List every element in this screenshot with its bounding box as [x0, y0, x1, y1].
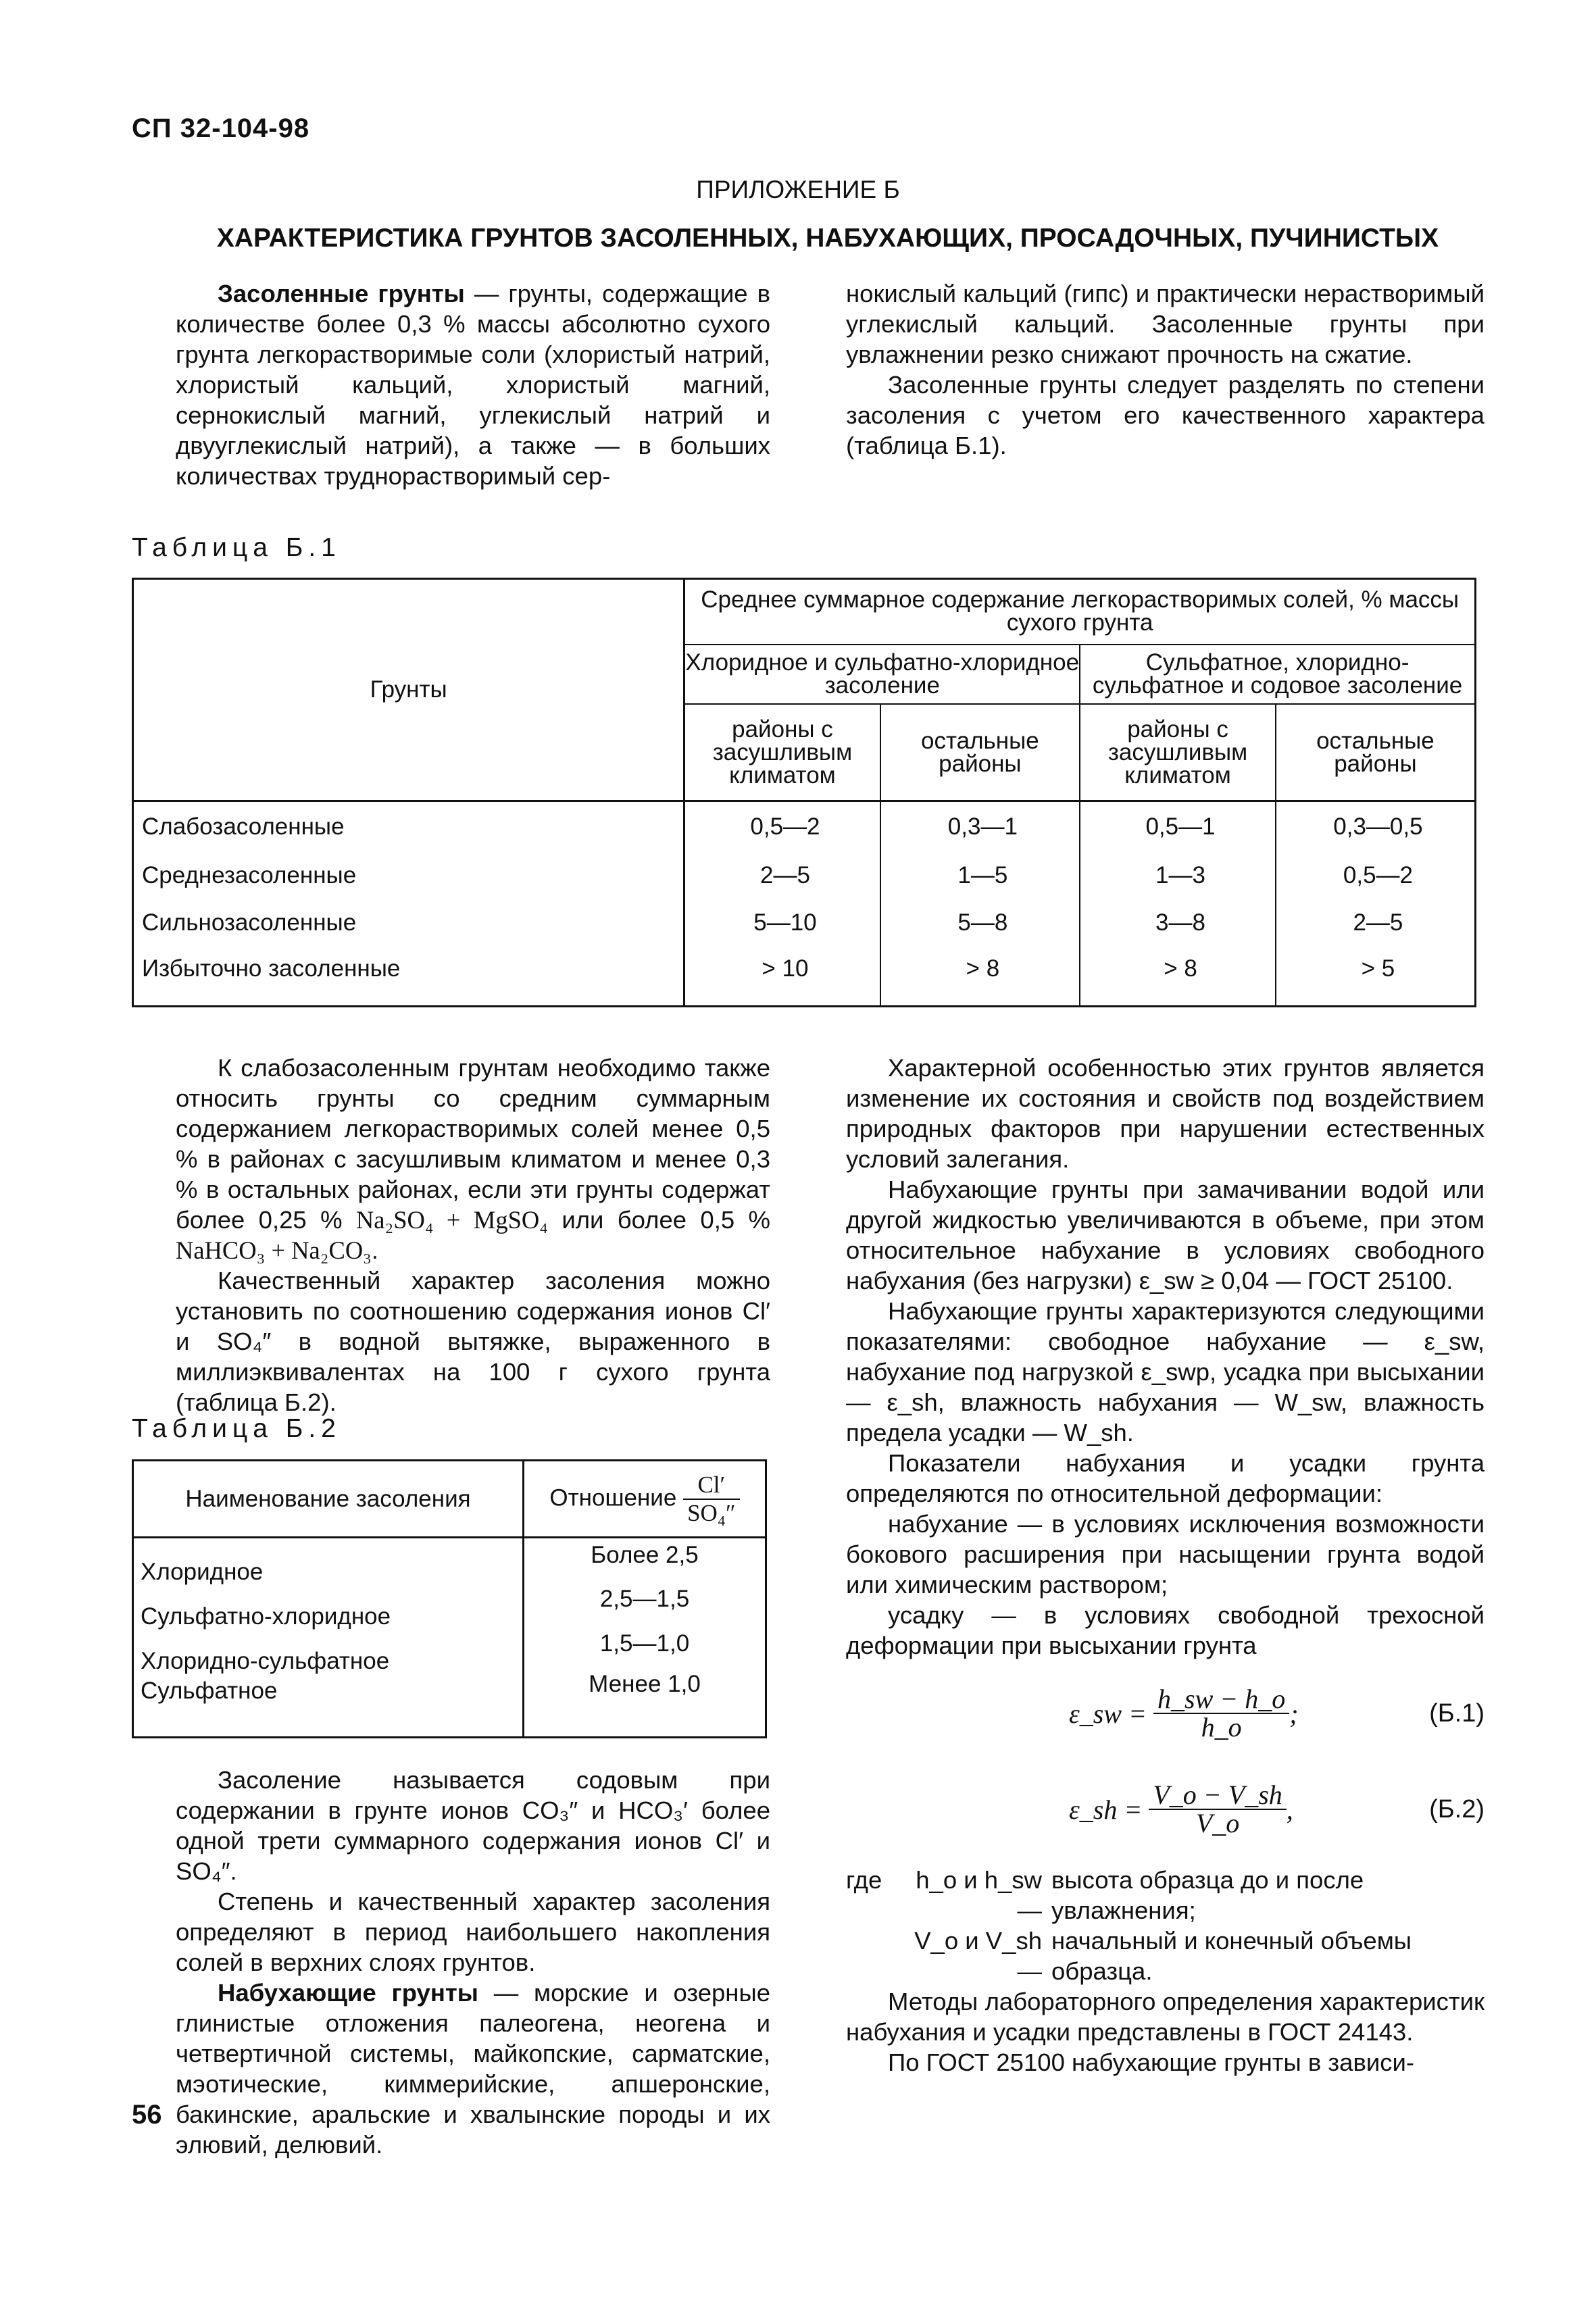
table-row — [133, 1584, 766, 1628]
cell-value: 1—5 — [880, 853, 1080, 900]
table-row — [133, 899, 1476, 947]
table1-group-chloride: Хлоридное и сульфатно-хлоридное засоление — [684, 645, 1080, 705]
right-p5: набухание — в условиях исключения возможности бокового расширения при насыщении грунта водой или химическим раствором; — [846, 1510, 1485, 1599]
cell-value: 0,3—1 — [880, 801, 1080, 853]
table1-caption: Таблица Б.1 — [132, 533, 341, 562]
cell-value: > 5 — [1361, 955, 1395, 982]
formula-b2-fraction — [1149, 1782, 1286, 1837]
right-p7: Методы лабораторного определения характеристик набухания и усадки представлены в ГОСТ 24143. — [846, 1988, 1485, 2046]
right-p1: Характерной особенностью этих грунтов является изменение их состояния и свойств под воздействием природных факторов при нарушении естественных условий залегания. — [846, 1054, 1485, 1173]
table1-group-sulfate: Сульфатное, хлоридно-сульфатное и содовое засоление — [1080, 645, 1475, 705]
left-p4: Степень и качественный характер засоления определяют в период наибольшего накопления солей в верхних слоях грунтов. — [176, 1888, 770, 1976]
right-p2: Набухающие грунты при замачивании водой или другой жидкостью увеличиваются в объеме, при этом относительное набухание в условиях свободного набухания (без нагрузки) ε_sw ≥ 0,04 — ГОСТ 25100. — [846, 1176, 1485, 1294]
table-row — [133, 1673, 766, 1738]
term-saline-soils: Засоленные грунты — [218, 280, 465, 307]
left-p5-text: — морские и озерные глинистые отложения палеогена, неогена и четвертичной системы, майкопские, сарматские, мэотические, киммерийские, апшеронские, бакинские, аральские и хвалынские породы и их элювий, делювий. — [176, 1979, 770, 2159]
right-p4: Показатели набухания и усадки грунта определяются по относительной деформации: — [846, 1449, 1485, 1507]
table-row — [133, 853, 1476, 900]
formula-b1-lhs: ε_sw = — [1069, 1698, 1147, 1729]
cell-value: > 8 — [880, 947, 1080, 1007]
ratio-label: Отношение — [549, 1484, 677, 1511]
appendix-label: ПРИЛОЖЕНИЕ Б — [696, 176, 900, 203]
left-p2: Качественный характер засоления можно установить по соотношению содержания ионов Cl′ и SO₄″ в водной вытяжке, выраженного в миллиэквивалентах на 100 г сухого грунта (таблица Б.2). — [176, 1267, 770, 1416]
ratio-numerator: Cl′ — [683, 1472, 740, 1500]
row-name: Избыточно засоленные — [133, 947, 684, 1007]
formula-b1-number: (Б.1) — [1429, 1699, 1485, 1728]
formula-b2-denominator: V_o — [1195, 1808, 1240, 1838]
left-p1: К слабозасоленным грунтам необходимо также относить грунты со средним суммарным содержанием легкорастворимых солей менее 0,5 % в районах с засушливым климатом и менее 0,3 % в остальных районах, если эти грунты содержат более 0,25 % Na₂SO₄ + MgSO₄ или более 0,5 % NaHCO₃ + Na₂CO₃. — [176, 1054, 770, 1264]
cell-value: > 8 — [1080, 947, 1276, 1007]
table-row — [133, 1628, 766, 1673]
cell-value: 0,5—2 — [684, 801, 880, 853]
formula-b1-denominator: h_o — [1201, 1712, 1242, 1742]
row-name: Хлоридно-сульфатное — [133, 1628, 524, 1673]
left-p5 — [176, 1978, 770, 2160]
row-name: Среднезасоленные — [133, 853, 684, 900]
cell-value: 1—3 — [1080, 853, 1276, 900]
formula-b2 — [846, 1766, 1485, 1853]
table1-sub-other-1: остальные районы — [880, 704, 1080, 801]
cell-value: > 10 — [684, 947, 880, 1007]
formula-b1-tail: ; — [1289, 1698, 1299, 1729]
left-p1-mid: или более 0,5 % — [547, 1206, 770, 1234]
table2-col-name: Наименование засоления — [133, 1461, 524, 1538]
row-name: Сильнозасоленные — [133, 899, 684, 947]
formula-nahco3-na2co3: NaHCO₃ + Na₂CO₃ — [176, 1236, 372, 1264]
cell-value: Более 2,5 — [591, 1542, 699, 1568]
cell-value: 0,5—2 — [1343, 862, 1413, 889]
cell-value: 0,5—1 — [1080, 801, 1276, 853]
running-header: СП 32-104-98 — [132, 114, 310, 143]
intro-left-paragraph — [176, 278, 770, 491]
table-row — [133, 1538, 766, 1584]
page-number: 56 — [132, 2100, 162, 2130]
cell-value: 2,5—1,5 — [599, 1585, 690, 1612]
intro-right-p1: нокислый кальций (гипс) и практически нерастворимый углекислый кальций. Засоленные грунты при увлажнении резко снижают прочность на сжатие. — [846, 280, 1485, 368]
cell-value: 3—8 — [1080, 899, 1276, 947]
right-p6: усадку — в условиях свободной трехосной деформации при высыхании грунта — [846, 1601, 1485, 1659]
definition-v-symbols: V_o и V_sh — — [914, 1927, 1042, 1985]
cell-value: 1,5—1,0 — [599, 1630, 690, 1657]
formula-b1 — [846, 1670, 1485, 1757]
intro-right-p2: Засоленные грунты следует разделять по степени засоления с учетом его качественного характера (таблица Б.1). — [846, 371, 1485, 459]
row-name: Сульфатное — [133, 1673, 524, 1738]
ratio-fraction — [683, 1472, 740, 1527]
main-title: ХАРАКТЕРИСТИКА ГРУНТОВ ЗАСОЛЕННЫХ, НАБУХАЮЩИХ, ПРОСАДОЧНЫХ, ПУЧИНИСТЫХ — [216, 224, 1439, 253]
definition-h — [846, 1865, 1485, 1926]
definition-h-symbols: h_o и h_sw — — [916, 1866, 1042, 1924]
table2-caption: Таблица Б.2 — [132, 1414, 341, 1443]
table1-soil-header: Грунты — [133, 579, 684, 801]
intro-left-text: — грунты, содержащие в количестве более 0,3 % массы абсолютно сухого грунта легкорастворимые соли (хлористый натрий, хлористый кальций, хлористый магний, сернокислый магний, углекислый натрий и двууглекислый натрий), а также — в больших количествах труднорастворимый сер- — [176, 280, 770, 490]
table1-sub-arid-1: районы с засушливым климатом — [684, 704, 880, 801]
formula-b2-number: (Б.2) — [1429, 1795, 1485, 1823]
table2-col-ratio — [524, 1461, 766, 1538]
table1-sub-arid-2: районы с засушливым климатом — [1080, 704, 1276, 801]
row-name: Слабозасоленные — [133, 801, 684, 853]
definition-v — [846, 1926, 1485, 1986]
formula-b2-numerator: V_o − V_sh — [1149, 1782, 1286, 1810]
definition-h-text: высота образца до и после увлажнения; — [1051, 1866, 1364, 1924]
table-row — [133, 947, 1476, 1007]
formula-na2so4-mgso4: Na₂SO₄ + MgSO₄ — [355, 1206, 548, 1234]
table-row — [133, 801, 1476, 853]
table1-top-header: Среднее суммарное содержание легкорастворимых солей, % массы сухого грунта — [684, 579, 1476, 645]
left-column-lower — [176, 1765, 770, 2160]
formula-b2-tail: , — [1286, 1794, 1293, 1825]
cell-value: 0,3—0,5 — [1333, 813, 1423, 840]
formula-b1-fraction — [1153, 1686, 1289, 1741]
left-p1-text: К слабозасоленным грунтам необходимо также относить грунты со средним суммарным содержанием легкорастворимых солей менее 0,5 % в районах с засушливым климатом и менее 0,3 % в остальных районах, если эти грунты содержат более 0,25 % — [176, 1054, 770, 1234]
cell-value: 2—5 — [684, 853, 880, 900]
right-p8: По ГОСТ 25100 набухающие грунты в зависи- — [888, 2048, 1415, 2076]
row-name: Хлоридное — [133, 1538, 524, 1584]
term-swelling-soils: Набухающие грунты — [218, 1979, 478, 2007]
cell-value: 2—5 — [1353, 909, 1403, 936]
table-b2 — [132, 1459, 767, 1738]
right-p3: Набухающие грунты характеризуются следующими показателями: свободное набухание — ε_sw, набухание под нагрузкой ε_swp, усадка при высыхании — ε_sh, влажность набухания — W_sw, влажность предела усадки — W_sh. — [846, 1297, 1485, 1447]
right-column — [846, 1053, 1485, 2078]
where-label: где — [846, 1866, 882, 1894]
ratio-denominator: SO₄″ — [687, 1499, 736, 1526]
definition-v-text: начальный и конечный объемы образца. — [1051, 1927, 1412, 1985]
table-b1 — [132, 578, 1476, 1007]
intro-right-column — [846, 278, 1485, 461]
cell-value: Менее 1,0 — [589, 1670, 701, 1697]
left-p3: Засоление называется содовым при содержании в грунте ионов CO₃″ и HCO₃′ более одной трети суммарного содержания ионов Cl′ и SO₄″. — [176, 1766, 770, 1885]
table1-sub-other-2: остальные районы — [1276, 704, 1476, 801]
formula-b2-lhs: ε_sh = — [1069, 1794, 1143, 1825]
formula-b1-numerator: h_sw − h_o — [1153, 1686, 1289, 1714]
left-column-upper — [176, 1053, 770, 1417]
cell-value: 5—8 — [880, 899, 1080, 947]
cell-value: 5—10 — [684, 899, 880, 947]
row-name: Сульфатно-хлоридное — [133, 1584, 524, 1628]
